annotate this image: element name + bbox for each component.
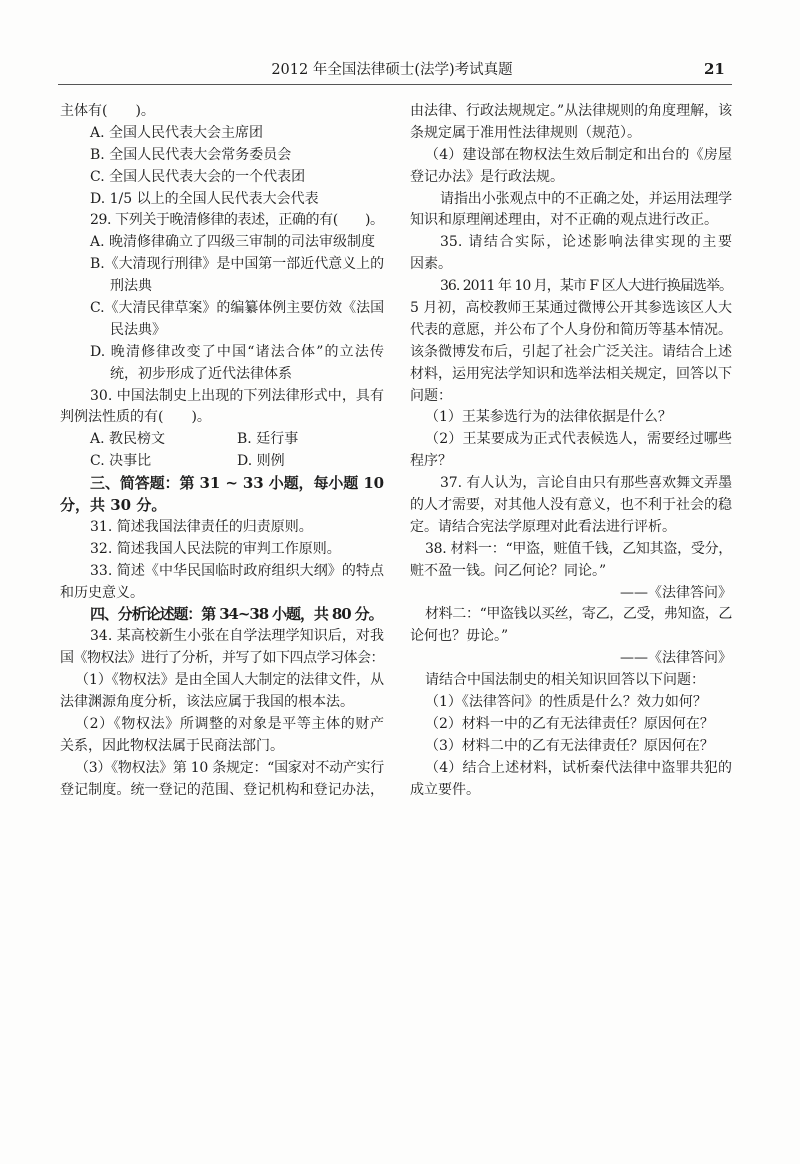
q33-cont: 和历史意义。 <box>60 584 144 601</box>
q38-sub-4: （4）结合上述材料，试析秦代法律中盗罪共犯的 <box>425 759 732 776</box>
q34-point-1: （1）《物权法》是由全国人大制定的法律文件，从 <box>75 672 384 689</box>
q36-material-line-5: 材料，运用宪法学知识和选举法相关规定，回答以下 <box>410 365 732 382</box>
q34-point-2-cont: 关系，因此物权法属于民商法部门。 <box>60 737 284 754</box>
q32: 32. 简述我国人民法院的审判工作原则。 <box>90 540 341 557</box>
q29-option-b: B.《大清现行刑律》是中国第一部近代意义上的 <box>90 256 384 273</box>
q30-stem: 30. 中国法制史上出现的下列法律形式中，具有 <box>90 387 384 404</box>
q34-point-3-line-2: 登记制度。统一登记的范围、登记机构和登记办法， <box>60 781 384 798</box>
q34-point-1-cont: 法律渊源角度分析，该法应属于我国的根本法。 <box>60 694 354 711</box>
running-header-title: 2012 年全国法律硕士(法学)考试真题 <box>271 62 513 78</box>
q34-point-3-line-3: 由法律、行政法规规定。”从法律规则的角度理解，该 <box>410 103 732 119</box>
q28-stem-tail: 主体有( )。 <box>60 103 155 119</box>
q38-sub-4-cont: 成立要件。 <box>410 781 480 798</box>
q28-option-d: D. 1/5 以上的全国人民代表大会代表 <box>90 190 319 207</box>
q36-material-line-1: 36. 2011 年 10 月，某市 F 区人大进行换届选举。 <box>440 278 732 295</box>
q28-option-a: A. 全国人民代表大会主席团 <box>90 124 264 141</box>
q38-prompt: 请结合中国法制史的相关知识回答以下问题： <box>425 672 705 689</box>
left-column <box>60 101 384 802</box>
q34-intro: 34. 某高校新生小张在自学法理学知识后，对我 <box>90 628 384 645</box>
q34-point-4-cont: 登记办法》是行政法规。 <box>410 168 564 185</box>
q29-option-a: A. 晚清修律确立了四级三审制的司法审级制度 <box>90 234 376 251</box>
q29-stem: 29. 下列关于晚清修律的表述，正确的有( )。 <box>90 212 384 229</box>
q35: 35. 请结合实际，论述影响法律实现的主要 <box>440 234 732 251</box>
q34-task-cont: 知识和原理阐述理由，对不正确的观点进行改正。 <box>410 212 718 229</box>
section-3-heading: 三、简答题：第 31 ~ 33 小题，每小题 10 <box>90 474 384 493</box>
q34-point-2: （2）《物权法》所调整的对象是平等主体的财产 <box>75 715 384 732</box>
q28-option-b: B. 全国人民代表大会常务委员会 <box>90 146 292 163</box>
q36-material-line-2: 5 月初，高校教师王某通过微博公开其参选该区人大 <box>410 300 732 317</box>
q30-option-a: A. 教民榜文 <box>90 431 166 448</box>
q34-point-3-line-4: 条规定属于准用性法律规则（规范）。 <box>410 124 641 141</box>
q29-option-d-cont: 统，初步形成了近代法律体系 <box>110 365 292 382</box>
page-number: 21 <box>704 60 725 78</box>
q29-option-b-cont: 刑法典 <box>110 278 152 295</box>
q36-material-line-3: 代表的意愿，并公布了个人身份和简历等基本情况。 <box>410 321 732 338</box>
q38-material-1-cont: 赃不盈一钱。问乙何论？同论。” <box>410 562 607 579</box>
header-rule <box>58 84 732 85</box>
q30-options-row-1 <box>60 429 384 451</box>
q38-source-1: ——《法律答问》 <box>620 584 732 601</box>
q38-sub-3: （3）材料二中的乙有无法律责任？原因何在？ <box>425 737 714 754</box>
q30-options-row-2 <box>60 451 384 473</box>
q34-task: 请指出小张观点中的不正确之处，并运用法理学 <box>440 190 732 207</box>
q34-point-4: （4）建设部在物权法生效后制定和出台的《房屋 <box>425 146 732 163</box>
q37-line-3: 定。请结合宪法学原理对此看法进行评析。 <box>410 518 676 535</box>
q38-sub-2: （2）材料一中的乙有无法律责任？原因何在？ <box>425 715 714 732</box>
q36-sub-2-cont: 程序？ <box>410 453 452 470</box>
q38-material-1: 38. 材料一：“甲盗，赃值千钱，乙知其盗，受分， <box>425 540 732 557</box>
q38-material-2-cont: 论何也？毋论。” <box>410 628 509 645</box>
q30-option-b: B. 廷行事 <box>237 431 299 448</box>
q31: 31. 简述我国法律责任的归责原则。 <box>90 518 313 535</box>
q36-material-line-4: 该条微博发布后，引起了社会广泛关注。请结合上述 <box>410 343 732 360</box>
q35-cont: 因素。 <box>410 256 452 273</box>
q30-option-c: C. 决事比 <box>90 453 152 470</box>
q33: 33. 简述《中华民国临时政府组织大纲》的特点 <box>90 562 384 579</box>
q29-option-c-cont: 民法典》 <box>110 321 166 338</box>
q38-source-2: ——《法律答问》 <box>620 650 732 667</box>
q28-option-c: C. 全国人民代表大会的一个代表团 <box>90 168 306 185</box>
q38-sub-1: （1）《法律答问》的性质是什么？效力如何？ <box>425 694 707 711</box>
q29-option-d: D. 晚清修律改变了中国“诸法合体”的立法传 <box>90 343 384 360</box>
q36-material-line-6: 问题： <box>410 387 452 404</box>
section-4-heading: 四、分析论述题：第 34~38 小题，共 80 分。 <box>90 605 383 624</box>
q36-sub-2: （2）王某要成为正式代表候选人，需要经过哪些 <box>425 431 732 448</box>
q38-material-2: 材料二：“甲盗钱以买丝，寄乙，乙受，弗知盗，乙 <box>425 606 732 623</box>
q37-line-2: 的人才需要，对其他人没有意义，也不利于社会的稳 <box>410 497 732 514</box>
right-column <box>410 101 732 802</box>
q30-option-d: D. 则例 <box>237 453 285 470</box>
q34-intro-cont: 国《物权法》进行了分析，并写了如下四点学习体会： <box>60 650 384 667</box>
q30-stem-cont: 判例法性质的有( )。 <box>60 409 211 426</box>
q37: 37. 有人认为，言论自由只有那些喜欢舞文弄墨 <box>440 475 732 492</box>
section-3-heading-cont: 分，共 30 分。 <box>60 496 167 515</box>
q36-sub-1: （1）王某参选行为的法律依据是什么？ <box>425 409 672 426</box>
q34-point-3: （3）《物权法》第 10 条规定：“国家对不动产实行 <box>75 759 384 776</box>
q29-option-c: C.《大清民律草案》的编纂体例主要仿效《法国 <box>90 300 384 317</box>
